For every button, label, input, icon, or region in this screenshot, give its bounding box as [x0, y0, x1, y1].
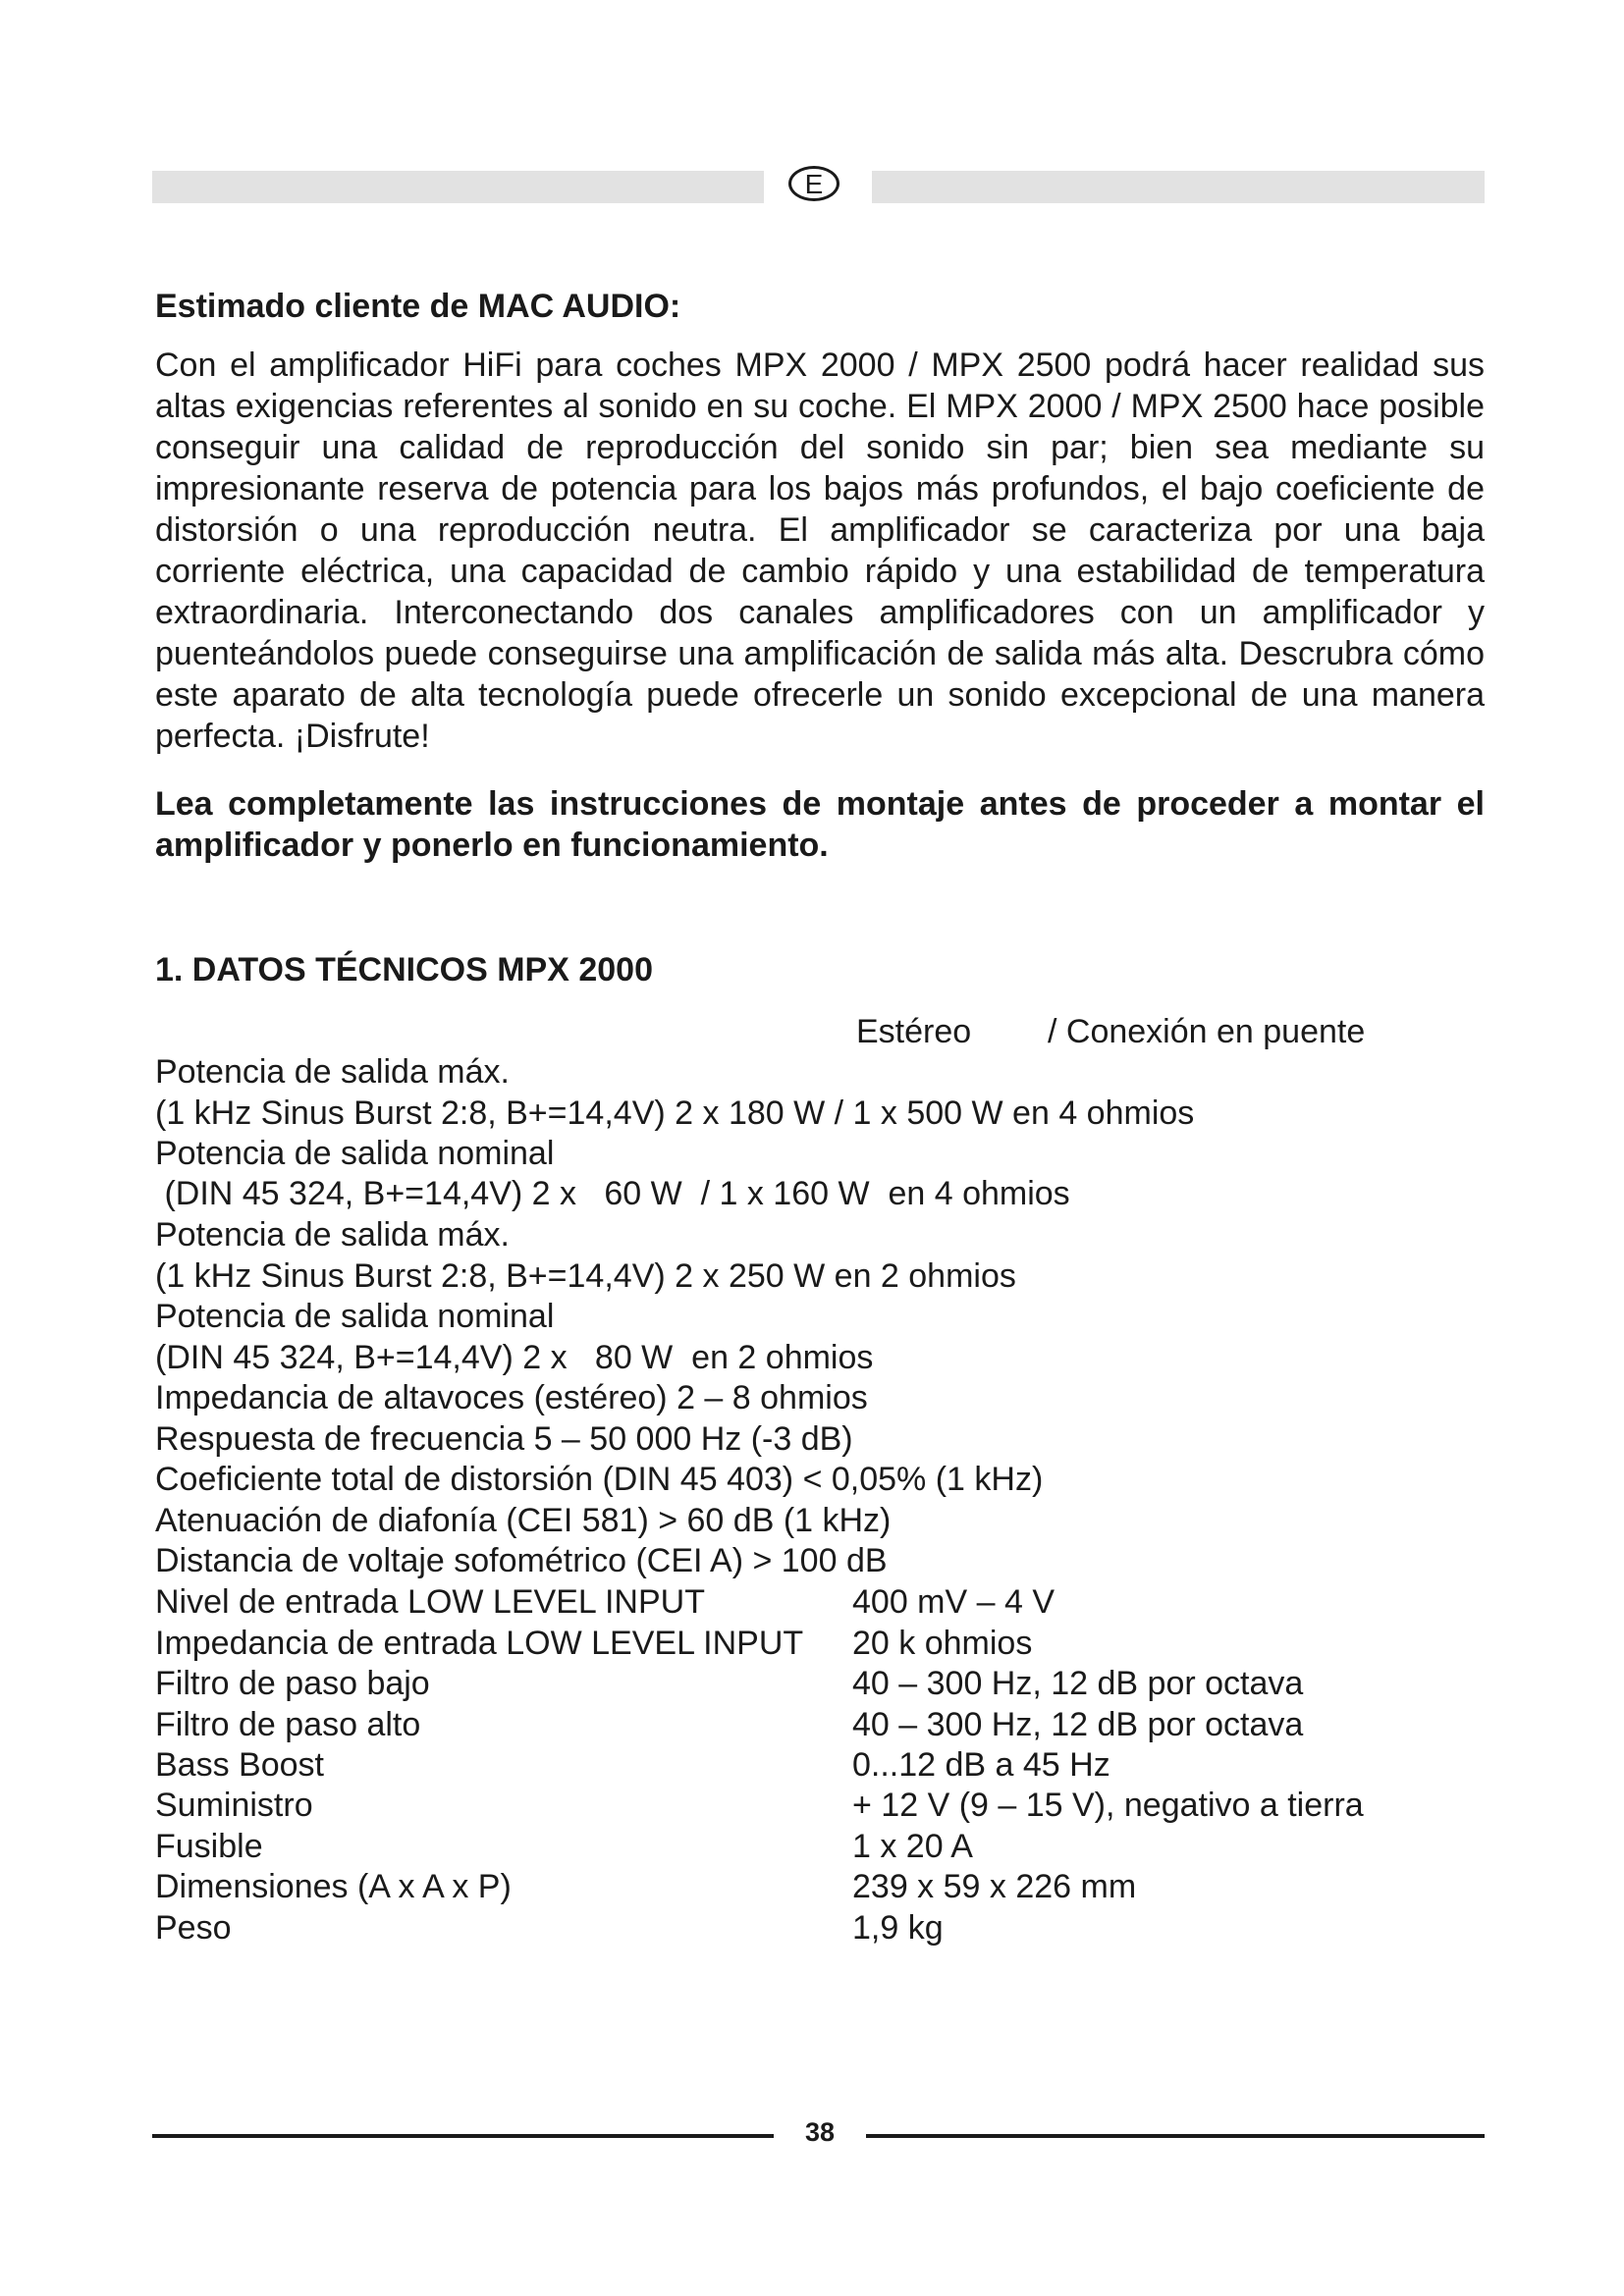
- spec-row-value: 1 x 20 A: [852, 1828, 973, 1865]
- spec-line: Coeficiente total de distorsión (DIN 45 403) < 0,05% (1 kHz): [155, 1461, 1044, 1498]
- spec-row-value: 1,9 kg: [852, 1909, 944, 1947]
- spec-line: (1 kHz Sinus Burst 2:8, B+=14,4V) 2 x 180 W / 1 x 500 W en 4 ohmios: [155, 1095, 1195, 1132]
- spec-line: Potencia de salida máx.: [155, 1053, 510, 1091]
- spec-line: (DIN 45 324, B+=14,4V) 2 x 60 W / 1 x 160 W en 4 ohmios: [155, 1175, 1070, 1212]
- intro-line: este aparato de alta tecnología puede ofrecerle un sonido excepcional de una manera: [155, 676, 1485, 714]
- footer-rule-right: [866, 2134, 1485, 2138]
- intro-paragraph: [155, 345, 1485, 757]
- warning-line: amplificador y ponerlo en funcionamiento.: [155, 827, 829, 864]
- intro-line: extraordinaria. Interconectando dos canales amplificadores con un amplificador y: [155, 594, 1485, 631]
- spec-line: Potencia de salida máx.: [155, 1216, 510, 1254]
- intro-line: corriente eléctrica, una capacidad de cambio rápido y una estabilidad de temperatura: [155, 553, 1485, 590]
- spec-row-value: 239 x 59 x 226 mm: [852, 1868, 1137, 1905]
- column-stereo: Estéreo: [856, 1013, 972, 1050]
- warning-line: Lea completamente las instrucciones de montaje antes de proceder a montar el: [155, 785, 1485, 823]
- spec-row-value: 40 – 300 Hz, 12 dB por octava: [852, 1665, 1304, 1702]
- spec-row-label: Dimensiones (A x A x P): [155, 1868, 512, 1905]
- spec-row-label: Filtro de paso bajo: [155, 1665, 430, 1702]
- spec-row-label: Nivel de entrada LOW LEVEL INPUT: [155, 1583, 705, 1621]
- intro-line: altas exigencias referentes al sonido en su coche. El MPX 2000 / MPX 2500 hace posible: [155, 388, 1485, 425]
- intro-line: conseguir una calidad de reproducción del sonido sin par; bien sea mediante su: [155, 429, 1485, 466]
- spec-row-value: + 12 V (9 – 15 V), negativo a tierra: [852, 1787, 1364, 1824]
- spec-row-label: Bass Boost: [155, 1746, 324, 1784]
- spec-line: (1 kHz Sinus Burst 2:8, B+=14,4V) 2 x 250 W en 2 ohmios: [155, 1257, 1016, 1295]
- spec-row-value: 400 mV – 4 V: [852, 1583, 1056, 1621]
- spec-line: Distancia de voltaje sofométrico (CEI A) > 100 dB: [155, 1542, 888, 1579]
- spec-line: (DIN 45 324, B+=14,4V) 2 x 80 W en 2 ohmios: [155, 1339, 874, 1376]
- specs-heading: 1. DATOS TÉCNICOS MPX 2000: [155, 951, 653, 988]
- spec-row-value: 40 – 300 Hz, 12 dB por octava: [852, 1706, 1304, 1743]
- page-number: 38: [804, 2117, 836, 2147]
- column-bridge: / Conexión en puente: [1048, 1013, 1366, 1050]
- spec-row-label: Impedancia de entrada LOW LEVEL INPUT: [155, 1625, 804, 1662]
- intro-line: Con el amplificador HiFi para coches MPX 2000 / MPX 2500 podrá hacer realidad sus: [155, 347, 1485, 384]
- spec-row-label: Fusible: [155, 1828, 263, 1865]
- footer-rule-left: [152, 2134, 774, 2138]
- warning-paragraph: [155, 783, 1485, 866]
- spec-line: Potencia de salida nominal: [155, 1298, 555, 1335]
- spec-row-value: 20 k ohmios: [852, 1625, 1033, 1662]
- spec-row-label: Peso: [155, 1909, 232, 1947]
- intro-line: perfecta. ¡Disfrute!: [155, 718, 430, 755]
- language-badge-label: E: [788, 166, 839, 201]
- greeting: Estimado cliente de MAC AUDIO:: [155, 288, 681, 325]
- intro-line: puenteándolos puede conseguirse una amplificación de salida más alta. Descrubra cómo: [155, 635, 1485, 672]
- spec-row-label: Filtro de paso alto: [155, 1706, 421, 1743]
- intro-line: distorsión o una reproducción neutra. El amplificador se caracteriza por una baja: [155, 511, 1485, 549]
- intro-line: impresionante reserva de potencia para los bajos más profundos, el bajo coeficiente de: [155, 470, 1485, 507]
- spec-row-value: 0...12 dB a 45 Hz: [852, 1746, 1110, 1784]
- spec-line: Impedancia de altavoces (estéreo) 2 – 8 ohmios: [155, 1379, 868, 1416]
- spec-line: Atenuación de diafonía (CEI 581) > 60 dB (1 kHz): [155, 1502, 892, 1539]
- spec-line: Potencia de salida nominal: [155, 1135, 555, 1172]
- spec-line: Respuesta de frecuencia 5 – 50 000 Hz (-3 dB): [155, 1420, 853, 1458]
- language-badge: [764, 161, 872, 212]
- spec-row-label: Suministro: [155, 1787, 313, 1824]
